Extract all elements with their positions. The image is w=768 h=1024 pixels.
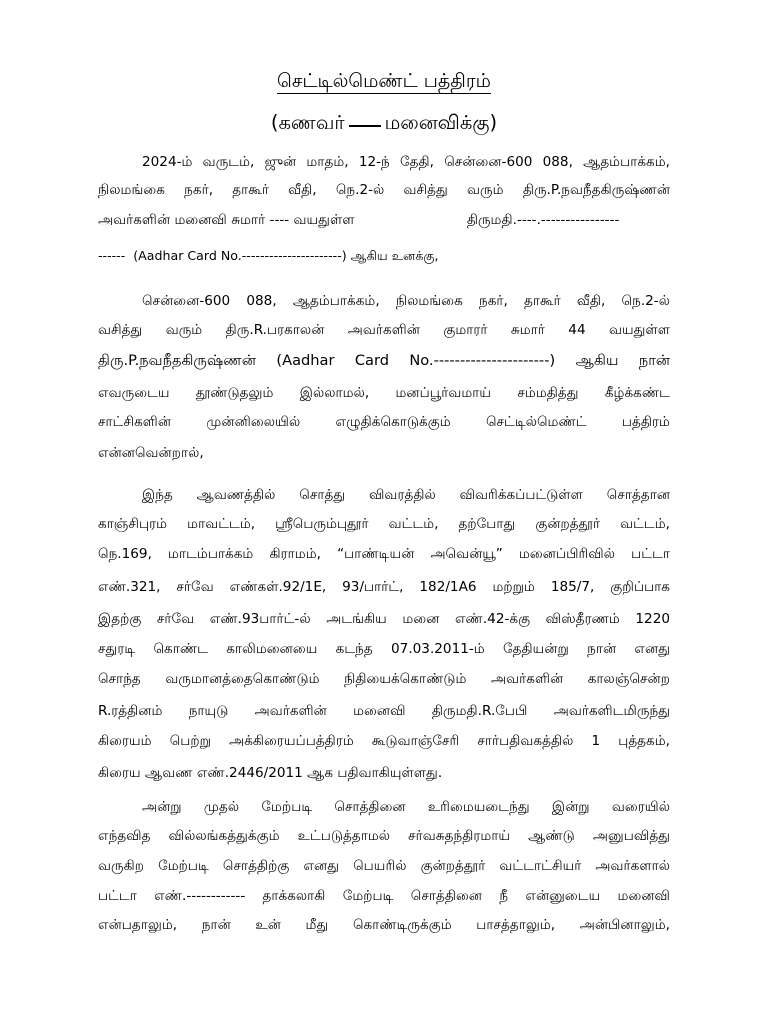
paragraph-3-line-5: இதற்கு சர்வே எண்.93பார்ட்-ல் அடங்கிய மனை எண்.42-க்கு விஸ்தீரணம் 1220 [98,611,670,627]
paragraph-2-line-4: எவருடைய தூண்டுதலும் இல்லாமல், மனப்பூர்வமாய் சம்மதித்து கீழ்க்கண்ட [98,385,670,401]
paragraph-3-line-10: கிரைய ஆவண எண்.2446/2011 ஆக பதிவாகியுள்ளது. [98,765,443,781]
paragraph-2-line-5: சாட்சிகளின் முன்னிலையில் எழுதிக்கொடுக்கும் செட்டில்மெண்ட் பத்திரம் [98,414,670,430]
paragraph-2-line-1: சென்னை-600 088, ஆதம்பாக்கம், நிலமங்கை நகர், தாகூர் வீதி, நெ.2-ல் [142,293,670,309]
paragraph-3-line-3: நெ.169, மாடம்பாக்கம் கிராமம், “பாண்டியன் அவென்யூ” மனைப்பிரிவில் பட்டா [98,546,670,562]
paragraph-2-line-2: வசித்து வரும் திரு.R.பரகாலன் அவர்களின் குமாரர் சுமார் 44 வயதுள்ள [98,322,670,338]
paragraph-3-line-4: எண்.321, சர்வே எண்கள்.92/1E, 93/பார்ட், 182/1A6 மற்றும் 185/7, குறிப்பாக [98,579,670,595]
paragraph-1-line-3: அவர்களின் மனைவி சுமார் ---- வயதுள்ள திருமதி.----.---------------- [98,212,620,228]
paragraph-1-line-2: நிலமங்கை நகர், தாகூர் வீதி, நெ.2-ல் வசித்து வரும் திரு.P.நவநீதகிருஷ்ணன் [98,182,670,198]
paragraph-3-line-7: சொந்த வருமானத்தைகொண்டும் நிதியைக்கொண்டும் அவர்களின் காலஞ்சென்ற [98,671,670,687]
paragraph-4-line-2: எந்தவித வில்லங்கத்துக்கும் உட்படுத்தாமல் சர்வசுதந்திரமாய் ஆண்டு அனுபவித்து [98,828,670,844]
subtitle-dash [349,125,381,127]
paragraph-1-line-1: 2024-ம் வருடம், ஜுன் மாதம், 12-ந் தேதி, சென்னை-600 088, ஆதம்பாக்கம், [142,154,670,170]
paragraph-4-line-1: அன்று முதல் மேற்படி சொத்தினை உரிமையடைந்து இன்று வரையில் [142,799,670,815]
paragraph-3-line-1: இந்த ஆவணத்தில் சொத்து விவரத்தில் விவரிக்கப்பட்டுள்ள சொத்தான [142,487,670,503]
document-subtitle [0,110,768,136]
paragraph-3-line-6: சதுரடி கொண்ட காலிமனையை கடந்த 07.03.2011-ம் தேதியன்று நான் எனது [98,641,670,657]
paragraph-4-line-5: என்பதாலும், நான் உன் மீது கொண்டிருக்கும் பாசத்தாலும், அன்பினாலும், [98,917,670,933]
document-title: செட்டில்மெண்ட் பத்திரம் [277,70,491,92]
paragraph-4-line-3: வருகிற மேற்படி சொத்திற்கு எனது பெயரில் குன்றத்தூர் வட்டாட்சியர் அவர்களால் [98,858,670,874]
paragraph-3-line-8: R.ரத்தினம் நாயுடு அவர்களின் மனைவி திருமதி.R.பேபி அவர்களிடமிருந்து [98,703,670,719]
subtitle-left: (கணவர் [270,111,345,134]
paragraph-2-line-3: திரு.P.நவநீதகிருஷ்ணன் (Aadhar Card No.----------------------) ஆகிய நான் [98,352,670,369]
paragraph-3-line-2: காஞ்சிபுரம் மாவட்டம், ஸ்ரீபெரும்புதூர் வட்டம், தற்போது குன்றத்தூர் வட்டம், [98,516,670,532]
paragraph-3-line-9: கிரையம் பெற்று அக்கிரையப்பத்திரம் கூடுவாஞ்சேரி சார்பதிவகத்தில் 1 புத்தகம், [98,733,670,749]
paragraph-1-line-4: ------ (Aadhar Card No.----------------------) ஆகிய உனக்கு, [98,248,439,263]
subtitle-right: மனைவிக்கு) [384,111,498,134]
paragraph-4-line-4: பட்டா எண்.------------ தாக்கலாகி மேற்படி சொத்தினை நீ என்னுடைய மனைவி [98,888,670,904]
paragraph-2-line-6: என்னவென்றால், [98,445,204,461]
